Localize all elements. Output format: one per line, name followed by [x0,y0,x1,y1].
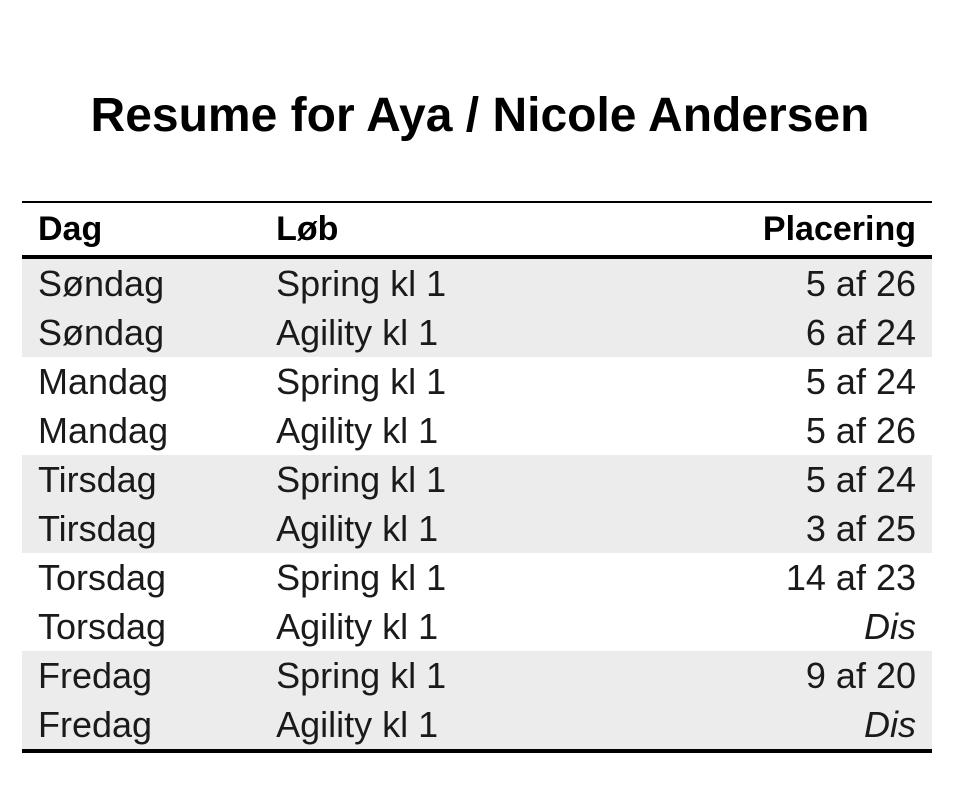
cell-dag: Fredag [22,700,260,751]
cell-dag: Mandag [38,409,169,451]
cell-lob: Spring kl 1 [260,651,620,700]
page-title: Resume for Aya / Nicole Andersen [90,89,870,142]
table-row [22,602,932,651]
cell-lob: Agility kl 1 [260,308,620,357]
cell-placering: Dis [620,700,932,751]
table-row [22,553,932,602]
cell-lob: Spring kl 1 [276,360,447,402]
cell-lob: Agility kl 1 [276,605,439,647]
cell-placering: 6 af 24 [620,308,932,357]
cell-placering: 5 af 24 [805,360,916,402]
table-header [22,202,932,257]
column-header-dag: Dag [22,202,260,257]
column-header-lob: Løb [260,202,620,257]
cell-placering: 14 af 23 [785,556,916,598]
cell-lob: Agility kl 1 [276,409,439,451]
table-row [22,504,932,553]
table-row [22,455,932,504]
cell-dag: Tirsdag [22,455,260,504]
cell-lob: Spring kl 1 [260,257,620,308]
table-row [22,406,932,455]
cell-dag: Tirsdag [22,504,260,553]
cell-lob: Spring kl 1 [276,556,447,598]
cell-lob: Agility kl 1 [260,700,620,751]
cell-dag: Søndag [22,257,260,308]
cell-placering: 9 af 20 [620,651,932,700]
table-row [22,308,932,357]
header-row [22,202,932,257]
cell-dag: Fredag [22,651,260,700]
table-body [22,257,932,751]
cell-placering: Dis [864,605,916,647]
cell-lob: Spring kl 1 [260,455,620,504]
cell-placering: 5 af 26 [805,409,916,451]
cell-dag: Søndag [22,308,260,357]
table-row [22,651,932,700]
cell-dag: Torsdag [38,605,167,647]
table-row [22,257,932,308]
column-header-placering: Placering [620,202,932,257]
cell-placering: 5 af 26 [620,257,932,308]
table-row [22,357,932,406]
cell-lob: Agility kl 1 [260,504,620,553]
results-table [22,201,932,753]
cell-placering: 3 af 25 [620,504,932,553]
cell-placering: 5 af 24 [620,455,932,504]
cell-dag: Mandag [38,360,169,402]
table-row [22,700,932,751]
cell-dag: Torsdag [38,556,167,598]
